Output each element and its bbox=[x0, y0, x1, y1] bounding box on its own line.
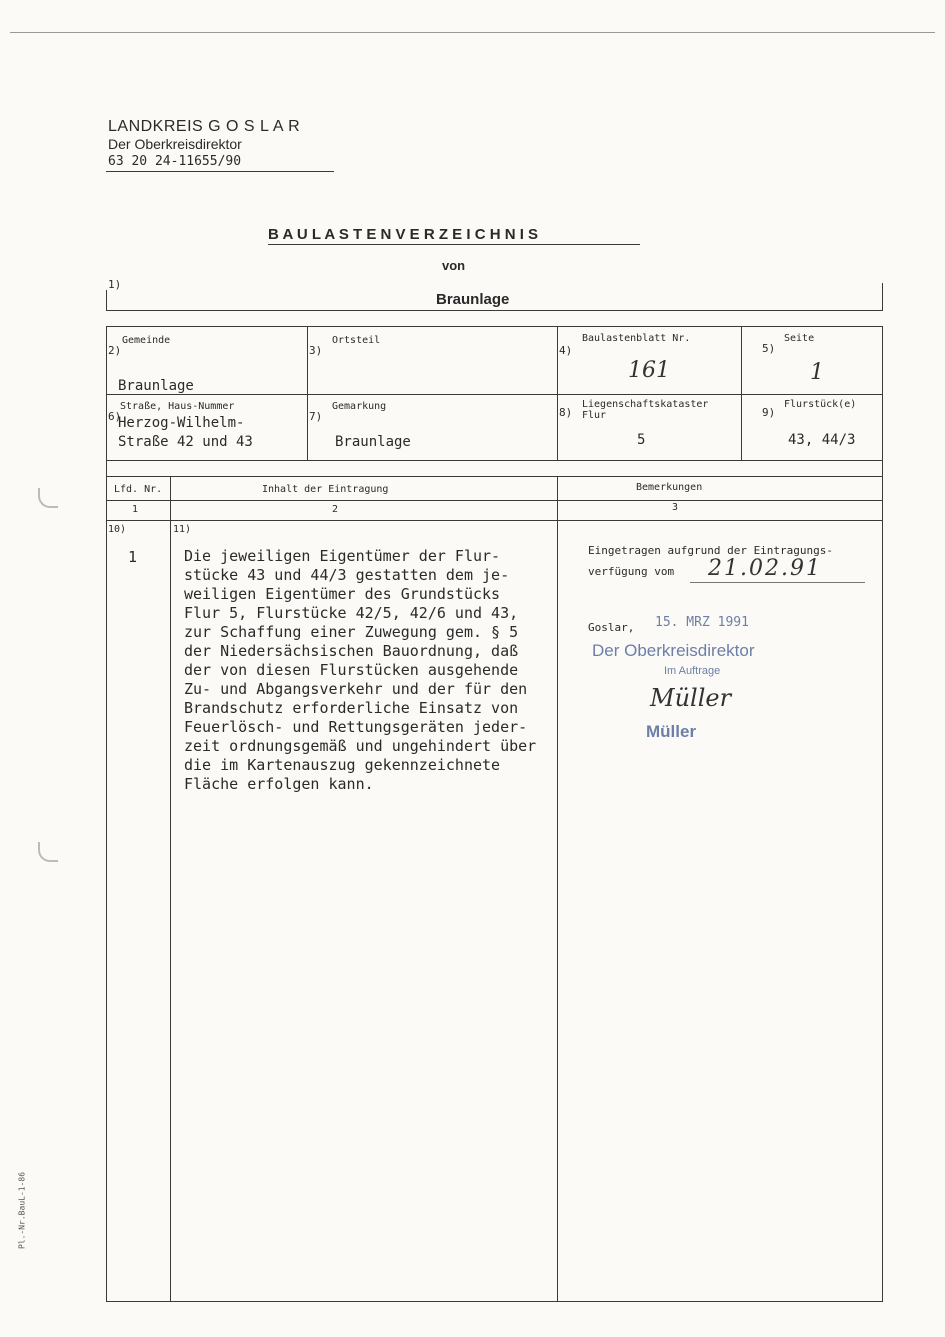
baulastenblatt-value: 161 bbox=[628, 358, 670, 383]
fields-top bbox=[106, 326, 883, 327]
remark-line1: Eingetragen aufgrund der Eintragungs- bbox=[588, 544, 834, 557]
place-line-left bbox=[106, 290, 107, 311]
table-left bbox=[106, 476, 107, 1302]
gemeinde-number: 2) bbox=[108, 344, 122, 357]
gemeinde-label: Gemeinde bbox=[122, 335, 171, 346]
title-underline bbox=[268, 244, 640, 245]
entry-line: weiligen Eigentümer des Grundstücks bbox=[184, 585, 501, 603]
side-form-code: Pl.-Nr.BauL-1-86 bbox=[17, 1171, 27, 1250]
kataster-label-line1: Liegenschaftskataster bbox=[582, 399, 709, 410]
table-bottom bbox=[106, 1301, 883, 1302]
stamp-subtitle: Im Auftrage bbox=[664, 665, 721, 677]
entry-number: 1 bbox=[128, 548, 138, 566]
entry-line: der von diesen Flurstücken ausgehende bbox=[184, 661, 519, 679]
signature: Müller bbox=[650, 684, 732, 712]
strasse-value-line2: Straße 42 und 43 bbox=[118, 434, 253, 450]
fields-div3 bbox=[741, 326, 742, 460]
remark-date-underline bbox=[690, 582, 865, 583]
stamp-name: Müller bbox=[646, 722, 697, 741]
title-von: von bbox=[442, 258, 466, 273]
col3-header: Bemerkungen bbox=[636, 482, 703, 493]
gemarkung-number: 7) bbox=[309, 410, 323, 423]
entry-line: Brandschutz erforderliche Einsatz von bbox=[184, 699, 519, 717]
department-name: Der Oberkreisdirektor bbox=[108, 136, 242, 152]
fields-mid bbox=[106, 394, 883, 395]
ortsteil-label: Ortsteil bbox=[332, 335, 381, 346]
fields-div2 bbox=[557, 326, 558, 460]
strasse-number: 6) bbox=[108, 410, 122, 423]
col2-index: 2 bbox=[332, 504, 339, 515]
kataster-value: 5 bbox=[637, 432, 646, 448]
document-title: B A U L A S T E N V E R Z E I C H N I S bbox=[268, 226, 539, 243]
flurstueck-number: 9) bbox=[762, 406, 776, 419]
place-value: Braunlage bbox=[436, 291, 510, 308]
strasse-label: Straße, Haus-Nummer bbox=[120, 401, 235, 412]
col2-field-number: 11) bbox=[173, 524, 192, 535]
seite-number: 5) bbox=[762, 342, 776, 355]
seite-label: Seite bbox=[784, 333, 815, 344]
table-gap-line bbox=[106, 476, 883, 477]
table-header-bottom bbox=[106, 500, 883, 501]
col2-header: Inhalt der Eintragung bbox=[262, 484, 389, 495]
entry-line: Zu- und Abgangsverkehr und der für den bbox=[184, 680, 528, 698]
page-top-rule bbox=[10, 32, 935, 33]
flurstueck-label: Flurstück(e) bbox=[784, 399, 857, 410]
stamp-date: 15. MRZ 1991 bbox=[655, 615, 749, 630]
place-line-right bbox=[882, 283, 883, 311]
stamp-title: Der Oberkreisdirektor bbox=[592, 641, 755, 660]
gemarkung-label: Gemarkung bbox=[332, 401, 387, 412]
punch-hole-top bbox=[38, 488, 58, 508]
entry-text bbox=[184, 547, 554, 794]
fields-right bbox=[882, 326, 883, 1302]
punch-hole-bottom bbox=[38, 842, 58, 862]
remark-date: 21.02.91 bbox=[708, 556, 822, 581]
entry-line: Die jeweiligen Eigentümer der Flur- bbox=[184, 547, 501, 565]
remark-line2: verfügung vom bbox=[588, 565, 675, 578]
col1-header: Lfd. Nr. bbox=[114, 484, 163, 495]
baulastenblatt-label: Baulastenblatt Nr. bbox=[582, 333, 691, 344]
entry-line: zur Schaffung einer Zuwegung gem. § 5 bbox=[184, 623, 519, 641]
file-reference: 63 20 24-11655/90 bbox=[108, 154, 242, 169]
col1-field-number: 10) bbox=[108, 524, 127, 535]
kataster-label-line2: Flur bbox=[582, 410, 607, 421]
fields-bottom bbox=[106, 460, 883, 461]
strasse-value-line1: Herzog-Wilhelm- bbox=[118, 415, 245, 431]
authority-name: LANDKREIS G O S L A R bbox=[108, 118, 301, 135]
col3-index: 3 bbox=[672, 502, 679, 513]
entry-line: der Niedersächsischen Bauordnung, daß bbox=[184, 642, 519, 660]
seite-value: 1 bbox=[810, 360, 824, 385]
entry-line: stücke 43 und 44/3 gestatten dem je- bbox=[184, 566, 510, 584]
entry-line: Flur 5, Flurstücke 42/5, 42/6 und 43, bbox=[184, 604, 519, 622]
flurstueck-value: 43, 44/3 bbox=[788, 432, 856, 448]
col1-index: 1 bbox=[132, 504, 139, 515]
place-line bbox=[106, 310, 883, 311]
baulastenblatt-number: 4) bbox=[559, 344, 573, 357]
kataster-number: 8) bbox=[559, 406, 573, 419]
table-col-div2 bbox=[557, 476, 558, 1302]
header-underline bbox=[106, 171, 334, 172]
table-index-bottom bbox=[106, 520, 883, 521]
table-col-div1 bbox=[170, 476, 171, 1302]
remark-place: Goslar, bbox=[588, 621, 635, 634]
entry-line: zeit ordnungsgemäß und ungehindert über bbox=[184, 737, 537, 755]
gemeinde-value: Braunlage bbox=[118, 378, 194, 394]
ortsteil-number: 3) bbox=[309, 344, 323, 357]
entry-line: die im Kartenauszug gekennzeichnete bbox=[184, 756, 501, 774]
entry-line: Feuerlösch- und Rettungsgeräten jeder- bbox=[184, 718, 528, 736]
place-field-number: 1) bbox=[108, 278, 122, 291]
fields-div1 bbox=[307, 326, 308, 460]
entry-line: Fläche erfolgen kann. bbox=[184, 775, 374, 793]
gemarkung-value: Braunlage bbox=[335, 434, 411, 450]
